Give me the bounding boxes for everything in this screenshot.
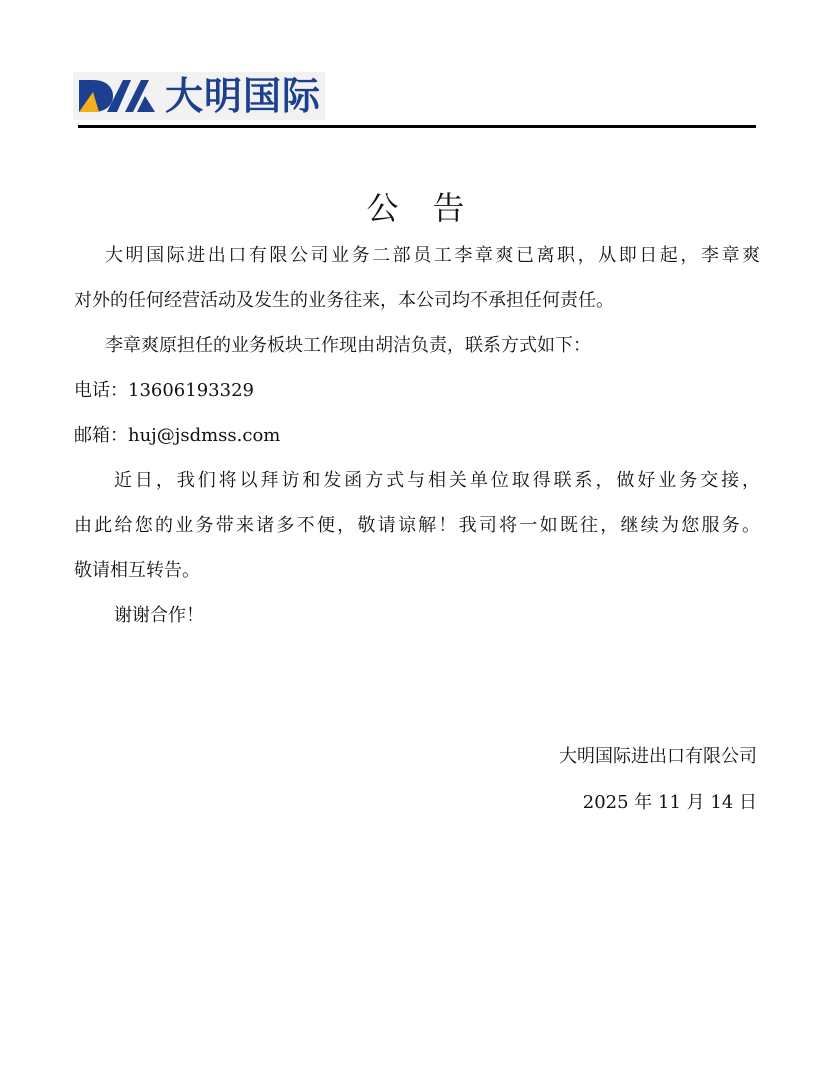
company-logo xyxy=(73,72,325,120)
email-label: 邮箱： xyxy=(74,425,128,446)
phone-line xyxy=(74,368,760,413)
email-value: huj@jsdmss.com xyxy=(128,425,281,446)
paragraph-3-line-1: 近日，我们将以拜访和发函方式与相关单位取得联系，做好业务交接， xyxy=(114,470,760,491)
paragraph-3-line-3: 敬请相互转告。 xyxy=(74,560,200,581)
email-line xyxy=(74,413,760,458)
phone-label: 电话： xyxy=(74,380,128,401)
paragraph-2: 李章爽原担任的业务板块工作现由胡洁负责，联系方式如下： xyxy=(105,335,591,356)
signature-date: 2025 年 11 月 14 日 xyxy=(582,792,757,813)
dm-logo-mark-icon xyxy=(73,72,159,120)
closing-thanks: 谢谢合作！ xyxy=(114,605,204,626)
paragraph-1-line-1: 大明国际进出口有限公司业务二部员工李章爽已离职，从即日起，李章爽 xyxy=(105,245,760,266)
phone-value: 13606193329 xyxy=(128,380,254,401)
notice-title: 公告 xyxy=(366,189,499,227)
notice-body xyxy=(74,233,760,638)
header-divider xyxy=(78,125,756,128)
signature-block xyxy=(559,734,757,826)
logo-text: 大明国际 xyxy=(165,74,322,118)
signature-company: 大明国际进出口有限公司 xyxy=(559,746,757,767)
paragraph-3-line-2: 由此给您的业务带来诸多不便，敬请谅解！我司将一如既往，继续为您服务。 xyxy=(74,515,760,536)
paragraph-1-line-2: 对外的任何经营活动及发生的业务往来，本公司均不承担任何责任。 xyxy=(74,290,614,311)
